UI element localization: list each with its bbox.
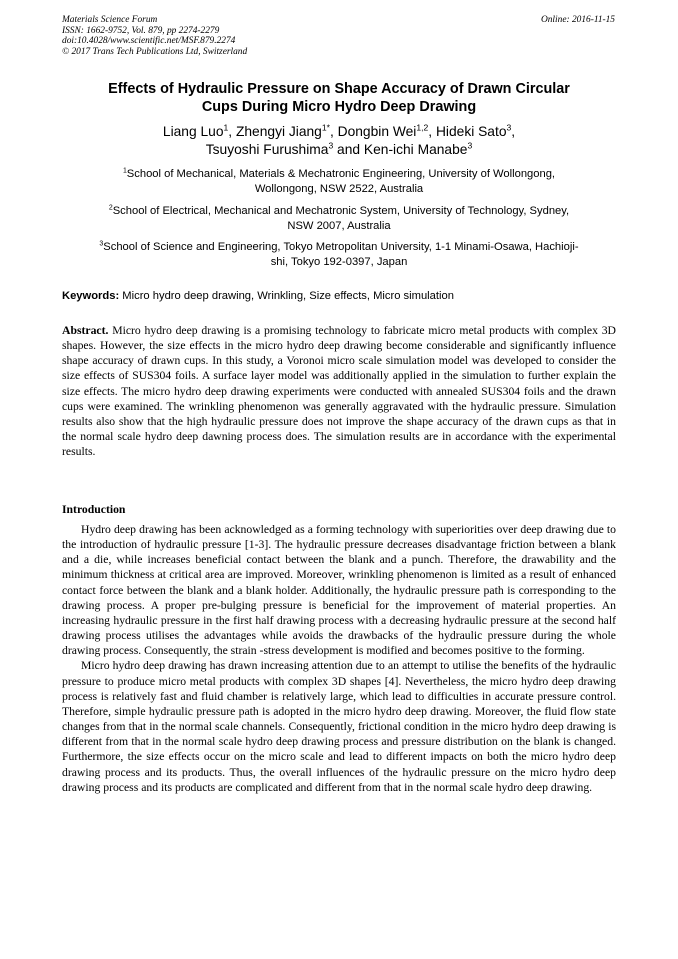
author-name: Ken-ichi Manabe — [363, 142, 468, 157]
abstract-text: Micro hydro deep drawing is a promising technology to fabricate micro metal products with complex 3D shapes. However, the size effects in the micro hydro deep drawing become considerable and significantly influence shape accuracy of drawn cups. In this study, a Voronoi micro scale simulation model was developed to consider the size effects of SUS304 foils. A surface layer model was additionally applied in the simulation to further explain the size effects. The micro hydro deep drawing experiments were conducted with annealed SUS304 foils and the drawn cups were examined. The wrinkling phenomenon was generally aggravated with the hydraulic pressure. Simulation results also show that the high hydraulic pressure does not improve the shape accuracy of the drawn cups as that in the normal scale hydro deep dawning process does. The simulation results are in accordance with the experimental results. — [62, 324, 616, 459]
affiliation-line — [64, 204, 614, 219]
keywords — [62, 289, 616, 304]
author-affiliation-mark: 1,2 — [416, 122, 429, 133]
journal-name: Materials Science Forum — [62, 15, 158, 25]
title-line-1: Effects of Hydraulic Pressure on Shape Accuracy of Drawn Circular — [108, 81, 570, 97]
online-date: Online: 2016-11-15 — [540, 15, 615, 25]
keywords-text: Micro hydro deep drawing, Wrinkling, Size effects, Micro simulation — [119, 290, 454, 302]
author-name: Liang Luo — [162, 124, 224, 139]
author-name: Dongbin Wei — [337, 124, 417, 139]
affiliation-line — [64, 240, 614, 255]
affiliation-1 — [64, 167, 614, 197]
abstract — [62, 323, 616, 459]
affiliation-line: shi, Tokyo 192-0397, Japan — [270, 256, 408, 269]
author-affiliation-mark: 3 — [467, 140, 473, 151]
author-name: Tsuyoshi Furushima — [205, 142, 329, 157]
author-line-1 — [62, 123, 616, 141]
affiliation-line: Wollongong, NSW 2522, Australia — [254, 183, 424, 196]
author-list — [62, 123, 616, 159]
author-name: Zhengyi Jiang — [235, 124, 322, 139]
affiliation-line: NSW 2007, Australia — [287, 220, 391, 233]
title-line-2: Cups During Micro Hydro Deep Drawing — [201, 99, 477, 115]
affiliation-mark: 2 — [108, 204, 113, 212]
author-affiliation-mark: 1 — [223, 122, 229, 133]
author-affiliation-mark: 3 — [506, 122, 512, 133]
paragraph: Hydro deep drawing has been acknowledged as a forming technology with superiorities over deep drawing due to the introduction of hydraulic pressure [1-3]. The hydraulic pressure decreases disadvantage friction between a blank and a die, while increases beneficial contact between the blank and a punch. Therefore, the drawability and the minimum thickness at critical area are improved. Moreover, wrinkling phenomenon is limited as a result of enhanced contact force between the blank and a blank holder. Additionally, the hydraulic pressure path is corresponding to the drawing process. A proper pre-bulging pressure is beneficial for the improvement of material properties. An increasing hydraulic pressure in the first half drawing process with a decreasing hydraulic pressure at the second half drawing process utilises the advantages while avoids the drawbacks of the hydraulic pressure during the whole drawing process. Consequently, the strain -stress development is modified and becomes positive to the forming. — [62, 523, 616, 658]
affiliation-text: School of Electrical, Mechanical and Mechatronic System, University of Technology, Sydney, — [112, 205, 570, 217]
author-separator: , — [228, 124, 236, 139]
author-line-2 — [62, 141, 616, 159]
author-name: Hideki Sato — [435, 124, 507, 139]
author-separator: , — [329, 124, 338, 139]
paragraph: Micro hydro deep drawing has drawn increasing attention due to an attempt to utilise the benefits of the hydraulic pressure to produce micro metal products with complex 3D shapes [4]. Nevertheless, the micro hydro deep drawing process is relatively fast and fluid chamber is relatively large, which lead to difficulties in accurate pressure control. Therefore, simple hydraulic pressure path is adopted in the micro hydro deep drawing. Moreover, the fluid flow state changes from that in the normal scale channels. Consequently, frictional condition in the micro hydro deep drawing is different from that in the normal scale hydro deep drawing process and pressure distribution on the blank is changed. Furthermore, the size effects occur on the micro scale and lead to different impacts on both the micro hydro deep drawing process and its products. Thus, the overall influences of the hydraulic pressure on the micro hydro deep drawing process and its products are complicated and different from that in the normal scale hydro deep drawing. — [62, 659, 616, 794]
publication-header — [62, 15, 247, 57]
author-affiliation-mark: 3 — [328, 140, 334, 151]
affiliation-text: School of Mechanical, Materials & Mechatronic Engineering, University of Wollongong, — [126, 168, 556, 180]
doi-line: doi:10.4028/www.scientific.net/MSF.879.2274 — [62, 36, 236, 47]
affiliation-3 — [64, 240, 614, 270]
copyright-line: © 2017 Trans Tech Publications Ltd, Switzerland — [62, 46, 248, 57]
author-separator: , — [511, 124, 516, 139]
affiliation-line — [64, 167, 614, 182]
keywords-label: Keywords: — [62, 290, 120, 302]
affiliation-text: School of Science and Engineering, Tokyo Metropolitan University, 1-1 Minami-Osawa, Hachioji- — [103, 241, 579, 253]
affiliation-mark: 1 — [122, 167, 127, 175]
introduction-body — [62, 522, 616, 795]
author-separator: , — [428, 124, 436, 139]
affiliation-2 — [64, 204, 614, 234]
abstract-label: Abstract. — [62, 324, 109, 337]
author-affiliation-mark: 1* — [321, 122, 330, 133]
affiliation-mark: 3 — [99, 240, 104, 248]
author-conjunction: and — [333, 142, 364, 157]
section-heading-introduction: Introduction — [62, 503, 126, 516]
paper-title — [62, 80, 616, 116]
issn-line: ISSN: 1662-9752, Vol. 879, pp 2274-2279 — [62, 25, 220, 36]
